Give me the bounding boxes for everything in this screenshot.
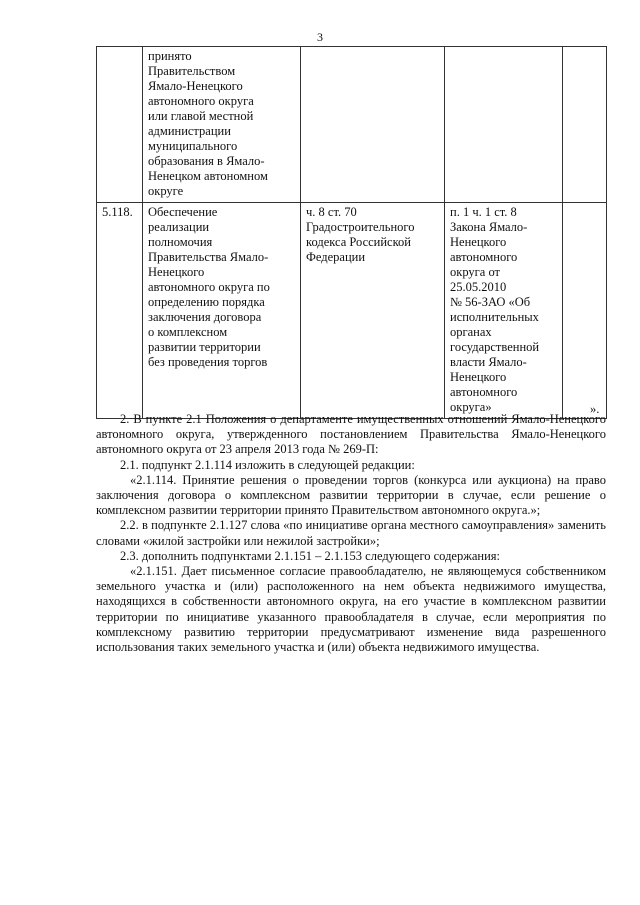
table-row [97, 203, 607, 419]
regional-law: п. 1 ч. 1 ст. 8 Закона Ямало- Ненецкого автономного округа от 25.05.2010 № 56-ЗАО «Об исполнительных органах государственной власти Ямало- Ненецкого автономного округа» [450, 205, 540, 414]
extra-cell [563, 203, 607, 419]
extra-cell [563, 47, 607, 203]
authority-name: принято Правительством Ямало-Ненецкого автономного округа или главой местной администрации муниципального образования в Ямало- Ненецком автономном округе [148, 49, 268, 198]
row-number-cell [97, 203, 143, 419]
paragraph: 2.2. в подпункте 2.1.127 слова «по инициативе органа местного самоуправления» заменить словами «жилой застройки или нежилой застройки»; [96, 518, 606, 548]
paragraph: 2.1. подпункт 2.1.114 изложить в следующей редакции: [120, 457, 415, 472]
authority-name-cell [143, 203, 301, 419]
regional-law-cell [445, 203, 563, 419]
closing-quote-mark: ». [590, 402, 600, 416]
legal-basis: ч. 8 ст. 70 Градостроительного кодекса Российской Федерации [306, 205, 415, 264]
regional-law-cell [445, 47, 563, 203]
row-number-cell [97, 47, 143, 203]
authority-name-cell [143, 47, 301, 203]
row-number: 5.118. [102, 205, 133, 219]
legal-basis-cell [301, 203, 445, 419]
paragraph: «2.1.151. Дает письменное согласие правообладателю, не являющемуся собственником земельного участка и (или) расположенного на нем объекта недвижимого имущества, находящихся в собственности автономного округа, на его участие в комплексном развитии территории по инициативе указанного правообладателя в случае, если мероприятия по комплексному развитию территории предусматривают изменение вида разрешенного использования таких земельного участка и (или) объекта недвижимого имущества. [96, 564, 606, 655]
table-row [97, 47, 607, 203]
paragraph: 2. В пункте 2.1 Положения о департаменте имущественных отношений Ямало-Ненецкого автономного округа, утвержденного постановлением Правительства Ямало-Ненецкого автономного округа от 23 апреля 2013 года № 269-П: [96, 412, 606, 457]
authority-name: Обеспечение реализации полномочия Правительства Ямало- Ненецкого автономного округа по определению порядка заключения договора о комплексном развитии территории без проведения торгов [148, 205, 270, 369]
document-body [96, 412, 606, 655]
paragraph: «2.1.114. Принятие решения о проведении торгов (конкурса или аукциона) на право заключения договора о комплексном развитии территории в случае, если решение о комплексном развитии территории принято Правительством автономного округа.»; [96, 472, 606, 518]
legal-basis-cell [301, 47, 445, 203]
page-number: 3 [317, 30, 323, 44]
regulation-table [96, 46, 607, 419]
paragraph: 2.3. дополнить подпунктами 2.1.151 – 2.1.153 следующего содержания: [120, 548, 501, 563]
